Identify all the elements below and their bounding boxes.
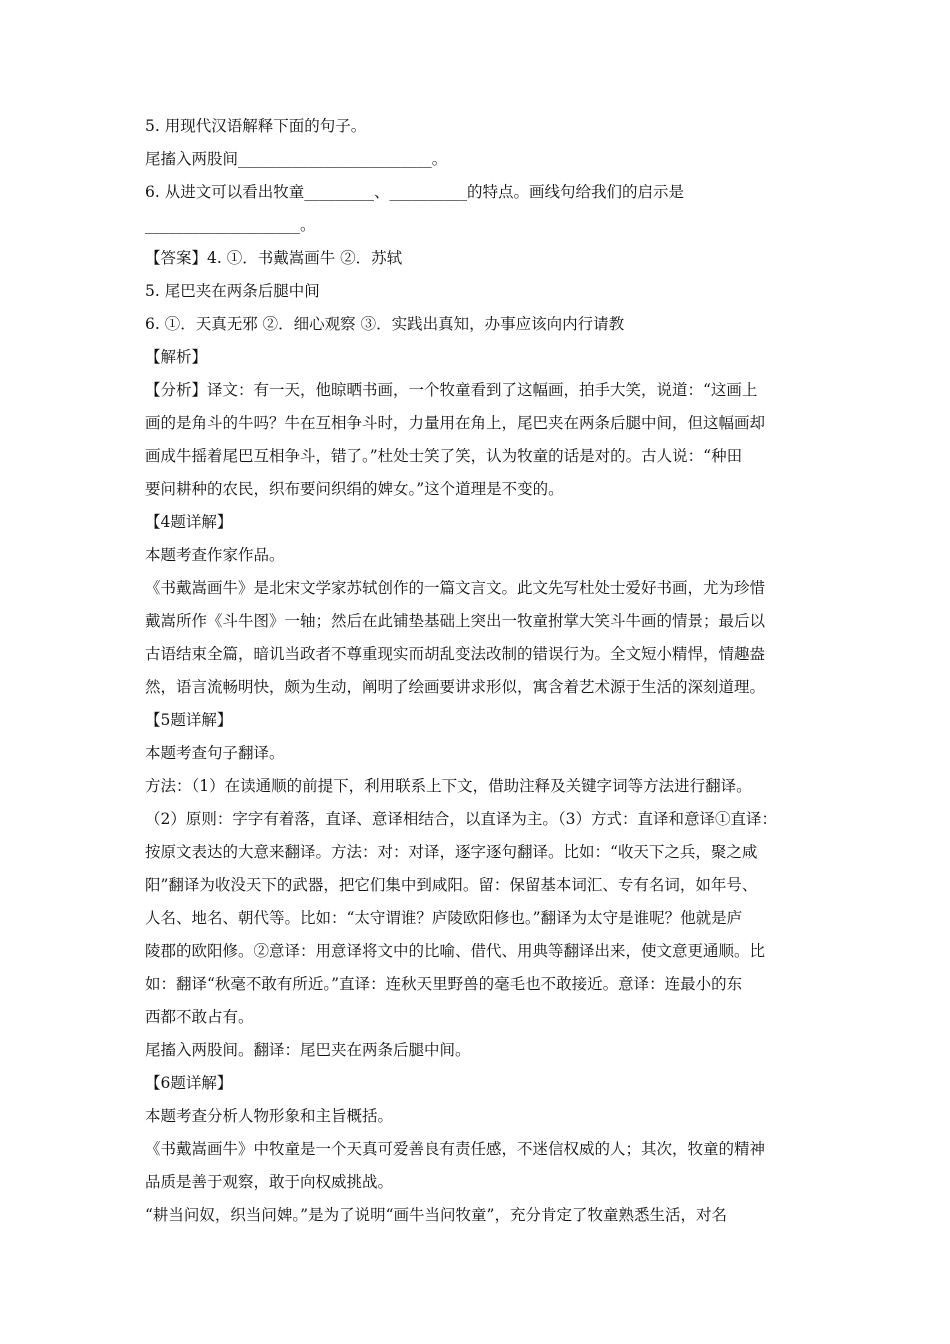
analysis-heading: 【解析】 — [145, 348, 208, 366]
answer-6: 6. ①．天真无邪 ②．细心观察 ③．实践出真知，办事应该向内行请教 — [145, 315, 625, 333]
detail-5-paragraph: 阳”翻译为收没天下的武器，把它们集中到咸阳。留：保留基本词汇、专有名词，如年号、 — [145, 876, 758, 894]
detail-6-heading: 【6题详解】 — [145, 1074, 233, 1092]
detail-4-paragraph: 古语结束全篇，暗讥当政者不尊重现实而胡乱变法改制的错误行为。全文短小精悍，情趣盎 — [145, 645, 766, 663]
detail-5-paragraph: 按原文表达的大意来翻译。方法：对：对译，逐字逐句翻译。比如：“收天下之兵，聚之咸 — [145, 843, 758, 861]
detail-4-heading: 【4题详解】 — [145, 513, 233, 531]
detail-4-topic: 本题考查作家作品。 — [145, 546, 285, 564]
detail-4-paragraph: 然，语言流畅明快，颇为生动，阐明了绘画要讲求形似，寓含着艺术源于生活的深刻道理。 — [145, 678, 766, 696]
detail-5-paragraph: 陵郡的欧阳修。②意译：用意译将文中的比喻、借代、用典等翻译出来，使文意更通顺。比 — [145, 942, 766, 960]
question-5-prompt: 5. 用现代汉语解释下面的句子。 — [145, 117, 367, 135]
detail-5-heading: 【5题详解】 — [145, 711, 233, 729]
answer-5: 5. 尾巴夹在两条后腿中间 — [145, 282, 320, 300]
detail-5-translation: 尾搐入两股间。翻译：尾巴夹在两条后腿中间。 — [145, 1041, 471, 1059]
analysis-paragraph: 【分析】译文：有一天，他晾晒书画，一个牧童看到了这幅画，拍手大笑，说道：“这画上 — [145, 381, 758, 399]
detail-5-paragraph: 西都不敢占有。 — [145, 1008, 254, 1026]
document-page — [145, 110, 825, 1232]
detail-4-paragraph: 《书戴嵩画牛》是北宋文学家苏轼创作的一篇文言文。此文先写杜处士爱好书画，尤为珍惜 — [145, 579, 766, 597]
detail-6-paragraph: 《书戴嵩画牛》中牧童是一个天真可爱善良有责任感，不迷信权威的人；其次，牧童的精神 — [145, 1140, 766, 1158]
detail-4-paragraph: 戴嵩所作《斗牛图》一轴；然后在此铺垫基础上突出一牧童拊掌大笑斗牛画的情景；最后以 — [145, 612, 766, 630]
answer-4: 【答案】4. ①．书戴嵩画牛 ②．苏轼 — [145, 249, 403, 267]
detail-6-paragraph: “耕当问奴，织当问婢。”是为了说明“画牛当问牧童”，充分肯定了牧童熟悉生活，对名 — [145, 1206, 727, 1224]
detail-5-paragraph: 方法：（1）在读通顺的前提下，利用联系上下文，借助注释及关键字词等方法进行翻译。 — [145, 777, 752, 795]
detail-5-paragraph: 如：翻译“秋毫不敢有所近。”直译：连秋天里野兽的毫毛也不敢接近。意译：连最小的东 — [145, 975, 743, 993]
analysis-paragraph: 画的是角斗的牛吗？牛在互相争斗时，力量用在角上，尾巴夹在两条后腿中间，但这幅画却 — [145, 414, 766, 432]
question-6-blank: ____________________。 — [145, 216, 316, 234]
detail-6-paragraph: 品质是善于观察，敢于向权威挑战。 — [145, 1173, 394, 1191]
detail-5-topic: 本题考查句子翻译。 — [145, 744, 285, 762]
detail-6-topic: 本题考查分析人物形象和主旨概括。 — [145, 1107, 394, 1125]
detail-5-paragraph: 人名、地名、朝代等。比如：“太守谓谁？庐陵欧阳修也。”翻译为太守是谁呢？他就是庐 — [145, 909, 743, 927]
question-6-prompt: 6. 从进文可以看出牧童_________、__________的特点。画线句给我们的启示是 — [145, 183, 684, 201]
detail-5-paragraph: （2）原则：字字有着落，直译、意译相结合，以直译为主。（3）方式：直译和意译①直译： — [145, 810, 777, 828]
analysis-paragraph: 画成牛摇着尾巴互相争斗，错了。”杜处士笑了笑，认为牧童的话是对的。古人说：“种田 — [145, 447, 743, 465]
analysis-paragraph: 要问耕种的农民，织布要问织绢的婢女。”这个道理是不变的。 — [145, 480, 564, 498]
question-5-blank: 尾搐入两股间_________________________。 — [145, 150, 448, 168]
